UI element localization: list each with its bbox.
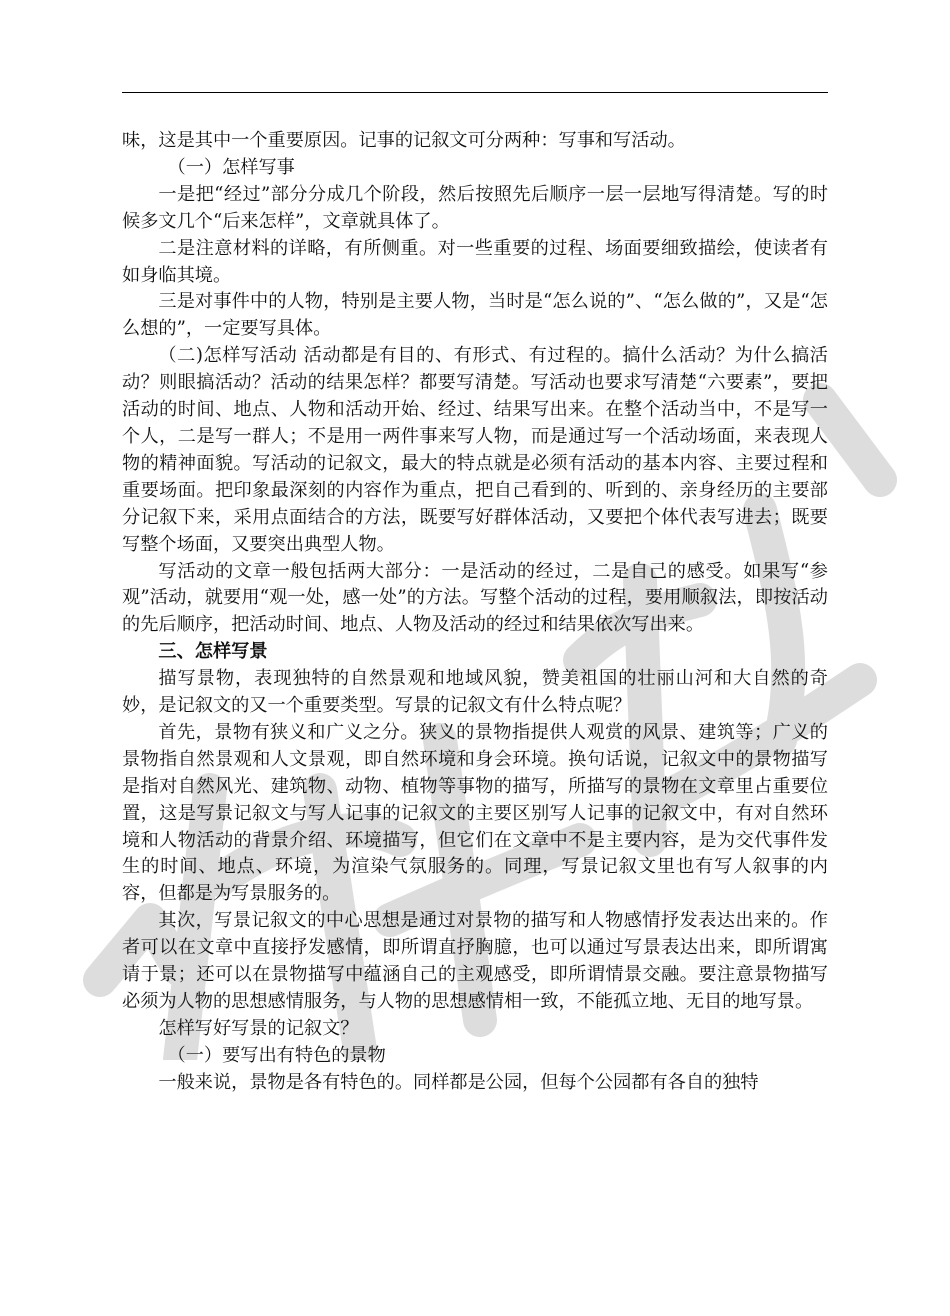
paragraph: 一般来说，景物是各有特色的。同样都是公园，但每个公园都有各自的独特	[158, 1071, 759, 1093]
paragraph: 写活动的文章一般包括两大部分：一是活动的经过，二是自己的感受。如果写“参观”活动，就要用“观一处，感一处”的方法。写整个活动的过程，要用顺叙法，即按活动的先后顺序，把活动时间、地点、人物及活动的经过和结果依次写出来。	[122, 560, 828, 636]
paragraph: 三是对事件中的人物，特别是主要人物，当时是“怎么说的”、“怎么做的”，又是“怎么想的”，一定要写具体。	[122, 291, 828, 340]
paragraph: 味，这是其中一个重要原因。记事的记叙文可分两种：写事和写活动。	[122, 130, 686, 151]
paragraph: 二是注意材料的详略，有所侧重。对一些重要的过程、场面要细致描绘，使读者有如身临其境。	[122, 237, 828, 286]
document-body	[122, 128, 828, 1097]
paragraph: （二)怎样写活动 活动都是有目的、有形式、有过程的。搞什么活动？为什么搞活动？则眼搞活动？活动的结果怎样？都要写清楚。写活动也要求写清楚“六要素”，要把活动的时间、地点、人物和活动开始、经过、结果写出来。在整个活动当中，不是写一个人，二是写一群人；不是用一两件事来写人物，而是通过写一个活动场面，来表现人物的精神面貌。写活动的记叙文，最大的特点就是必须有活动的基本内容、主要过程和重要场面。把印象最深刻的内容作为重点，把自己看到的、听到的、亲身经历的主要部分记叙下来，采用点面结合的方法，既要写好群体活动，又要把个体代表写进去；既要写整个场面，又要突出典型人物。	[122, 345, 828, 555]
paragraph: 首先，景物有狭义和广义之分。狭义的景物指提供人观赏的风景、建筑等；广义的景物指自然景观和人文景观，即自然环境和身会环境。换句话说，记叙文中的景物描写是指对自然风光、建筑物、动物、植物等事物的描写，所描写的景物在文章里占重要位置，这是写景记叙文与写人记事的记叙文的主要区别写人记事的记叙文中，有对自然环境和人物活动的背景介绍、环境描写，但它们在文章中不是主要内容，是为交代事件发生的时间、地点、环境，为渲染气氛服务的。同理，写景记叙文里也有写人叙事的内容，但都是为写景服务的。	[122, 721, 828, 905]
paragraph: 怎样写好写景的记叙文？	[158, 1017, 359, 1039]
section-heading: 三、怎样写景	[158, 641, 268, 663]
paragraph: 描写景物，表现独特的自然景观和地域风貌，赞美祖国的壮丽山河和大自然的奇妙，是记叙文的又一个重要类型。写景的记叙文有什么特点呢？	[122, 668, 828, 717]
subsection-heading: （一）要写出有特色的景物	[167, 1044, 386, 1066]
subsection-heading: （一）怎样写事	[167, 156, 295, 178]
header-rule	[122, 92, 828, 93]
paragraph: 其次，写景记叙文的中心思想是通过对景物的描写和人物感情抒发表达出来的。作者可以在文章中直接抒发感情，即所谓直抒胸臆，也可以通过写景表达出来，即所谓寓请于景；还可以在景物描写中蕴涵自己的主观感受，即所谓情景交融。要注意景物描写必须为人物的思想感情服务，与人物的思想感情相一致，不能孤立地、无目的地写景。	[122, 910, 828, 1012]
paragraph: 一是把“经过”部分分成几个阶段，然后按照先后顺序一层一层地写得清楚。写的时候多文几个“后来怎样”，文章就具体了。	[122, 183, 828, 232]
